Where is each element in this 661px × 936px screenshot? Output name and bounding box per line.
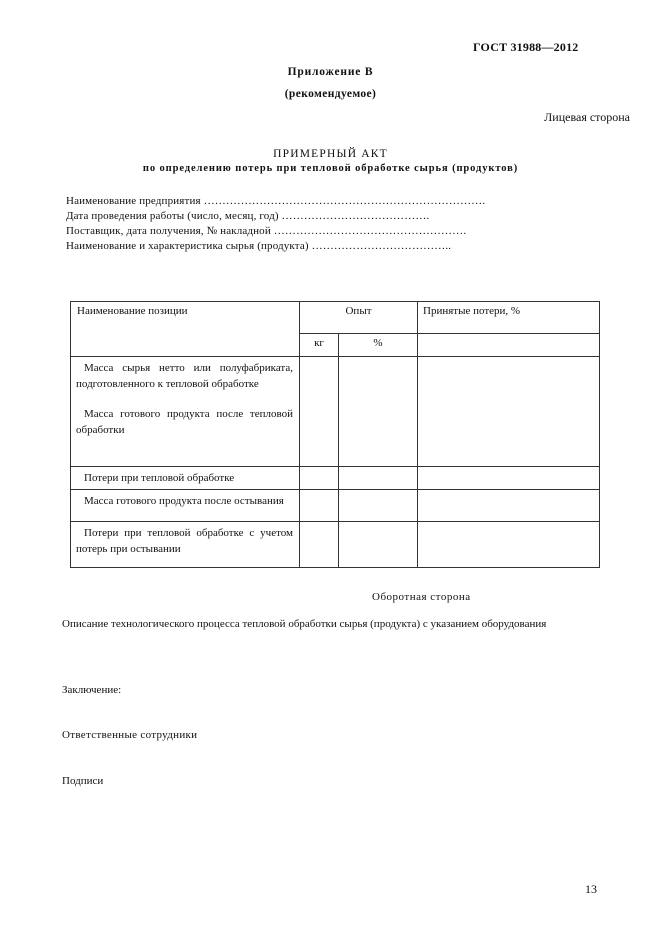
responsible-staff-label: Ответственные сотрудники	[62, 729, 198, 741]
cell-kg	[300, 357, 339, 467]
row-raw-mass: Масса сырья нетто или полуфабриката, подготовленного к тепловой обработке	[76, 362, 293, 390]
process-description: Описание технологического процесса тепловой обработки сырья (продукта) с указанием оборудования	[62, 618, 547, 630]
header-position-name: Наименование позиции	[71, 302, 300, 357]
field-supplier: Поставщик, дата получения, № накладной …………………………………………….	[66, 225, 467, 237]
act-subtitle: по определению потерь при тепловой обработке сырья (продуктов)	[142, 163, 519, 174]
header-kg: кг	[300, 334, 339, 357]
cell-kg	[300, 522, 339, 568]
row-label	[71, 490, 300, 522]
row-label	[71, 467, 300, 490]
form-fields	[66, 194, 485, 254]
row-label	[71, 357, 300, 467]
appendix-title: Приложение В	[287, 66, 374, 78]
table-row	[71, 467, 600, 490]
field-work-date: Дата проведения работы (число, месяц, год) ………………………………….	[66, 210, 430, 222]
signatures-label: Подписи	[62, 775, 104, 787]
row-heat-losses: Потери при тепловой обработке	[84, 472, 235, 484]
losses-table	[70, 301, 600, 568]
table-row	[71, 490, 600, 522]
face-side-label: Лицевая сторона	[544, 110, 630, 124]
header-accepted-losses: Принятые потери, %	[418, 302, 600, 334]
appendix-status: (рекомендуемое)	[284, 88, 377, 100]
row-product-mass-after-heat: Масса готового продукта после тепловой обработки	[76, 408, 293, 436]
cell-percent	[339, 522, 418, 568]
conclusion-label: Заключение:	[62, 684, 122, 696]
row-losses-with-cooling: Потери при тепловой обработке с учетом потерь при остывании	[76, 527, 293, 555]
header-experience: Опыт	[300, 302, 418, 334]
field-enterprise-name: Наименование предприятия ………………………………………………………………….	[66, 195, 486, 207]
page-number: 13	[585, 882, 597, 896]
act-title: ПРИМЕРНЫЙ АКТ	[273, 148, 388, 160]
field-raw-material: Наименование и характеристика сырья (продукта) ………………………………..	[66, 240, 452, 252]
cell-percent	[339, 357, 418, 467]
cell-percent	[339, 467, 418, 490]
row-product-mass-after-cooling: Масса готового продукта после остывания	[84, 495, 284, 507]
cell-percent	[339, 490, 418, 522]
table-row	[71, 522, 600, 568]
standard-number: ГОСТ 31988—2012	[473, 40, 579, 54]
cell-accepted-losses	[418, 490, 600, 522]
cell-kg	[300, 467, 339, 490]
cell-accepted-losses	[418, 522, 600, 568]
header-percent: %	[339, 334, 418, 357]
reverse-side-label: Оборотная сторона	[372, 591, 471, 603]
row-label	[71, 522, 300, 568]
table-row	[71, 357, 600, 467]
header-empty-cell	[418, 334, 600, 357]
cell-accepted-losses	[418, 467, 600, 490]
cell-kg	[300, 490, 339, 522]
cell-accepted-losses	[418, 357, 600, 467]
